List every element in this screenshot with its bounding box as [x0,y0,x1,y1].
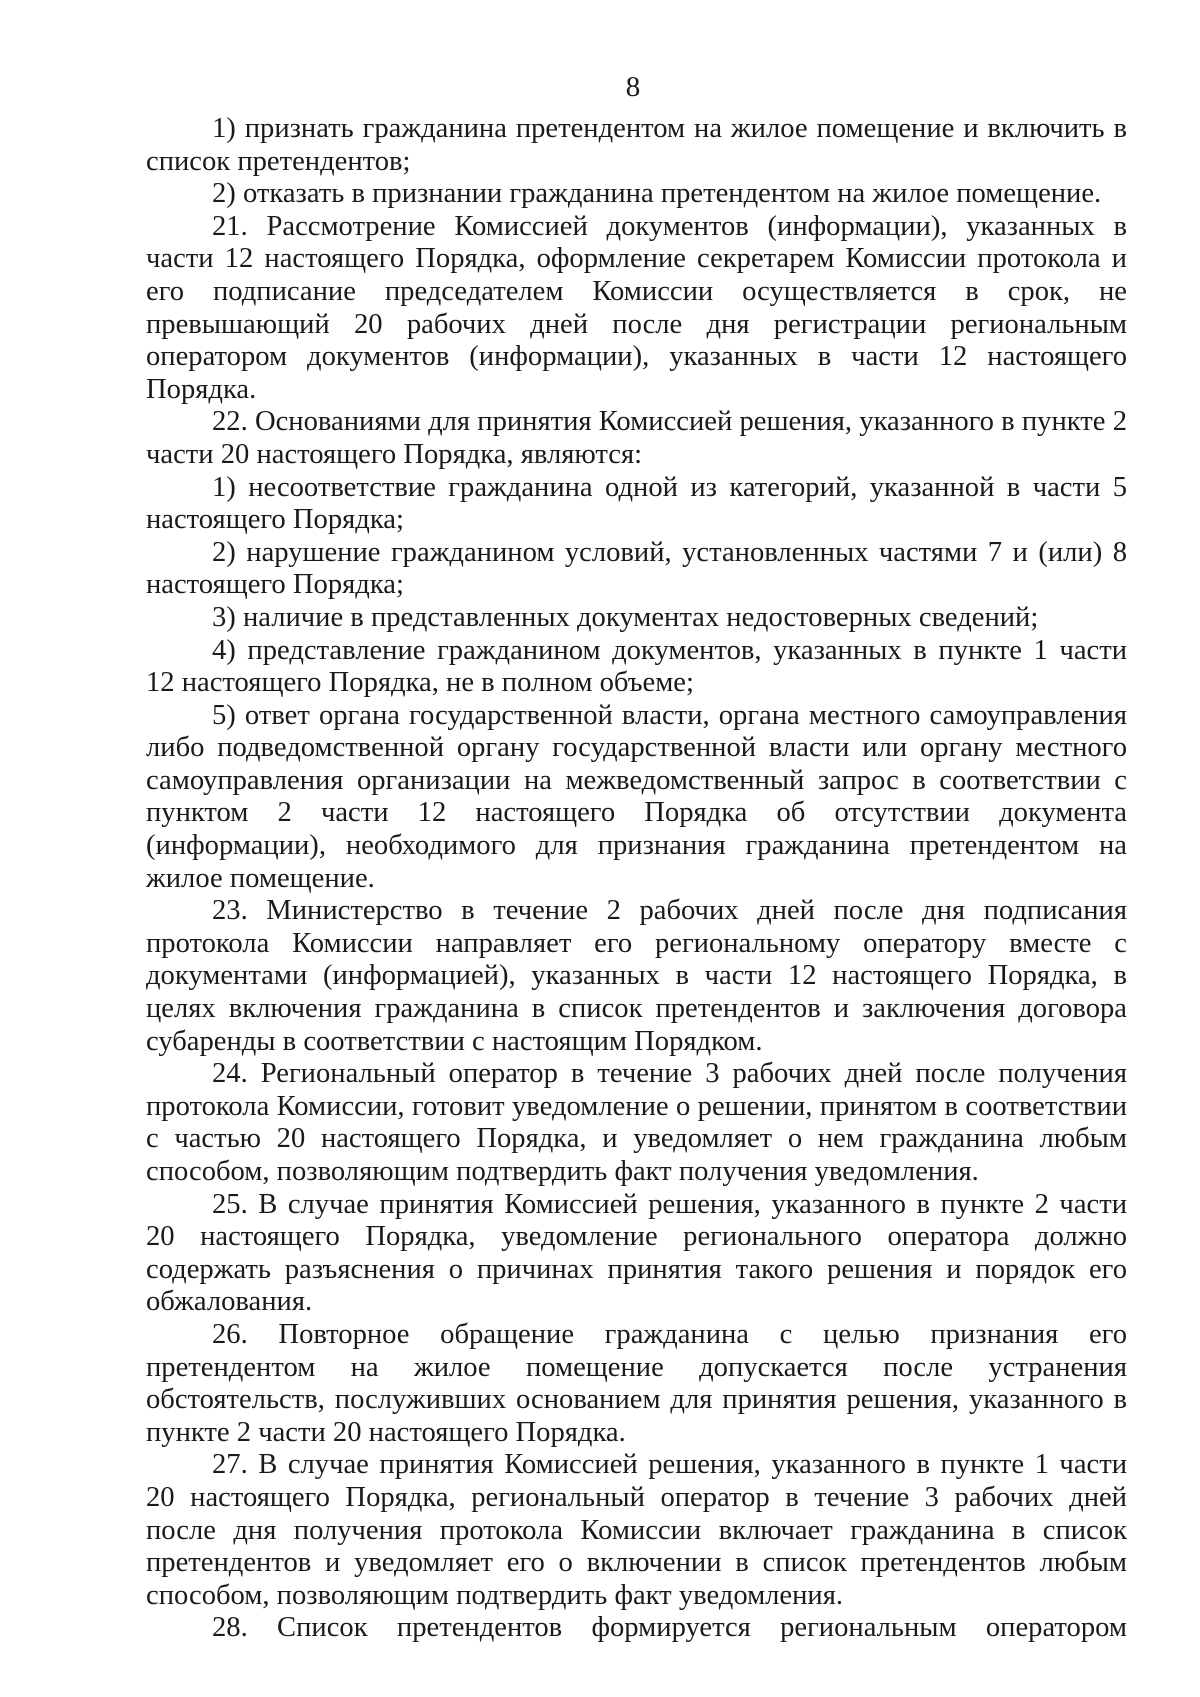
paragraph-22-item-2: 2) нарушение гражданином условий, установленных частями 7 и (или) 8 настоящего Порядка; [146,536,1127,601]
paragraph-28: 28. Список претендентов формируется региональным оператором [212,1612,1127,1644]
paragraph-item-1: 1) признать гражданина претендентом на жилое помещение и включить в список претендентов; [146,113,1127,177]
paragraph-22-item-5: 5) ответ органа государственной власти, органа местного самоуправления либо подведомственной органу государственной власти или органу местного самоуправления организации на межведомственный запрос в соответствии с пунктом 2 части 12 настоящего Порядка об отсутствии документа (информации), необходимого для признания гражданина претендентом на жилое помещение. [146,699,1127,894]
paragraph-26: 26. Повторное обращение гражданина с целью признания его претендентом на жилое помещение допускается после устранения обстоятельств, послуживших основанием для принятия решения, указанного в пункте 2 части 20 настоящего Порядка. [146,1318,1127,1448]
paragraph-item-2: 2) отказать в признании гражданина претендентом на жилое помещение. [212,178,1102,210]
paragraph-25: 25. В случае принятия Комиссией решения, указанного в пункте 2 части 20 настоящего Порядка, уведомление регионального оператора должно содержать разъяснения о причинах принятия такого решения и порядок его обжалования. [146,1188,1127,1318]
paragraph-22-item-3: 3) наличие в представленных документах недостоверных сведений; [212,601,1039,633]
paragraph-24: 24. Региональный оператор в течение 3 рабочих дней после получения протокола Комиссии, готовит уведомление о решении, принятом в соответствии с частью 20 настоящего Порядка, и уведомляет о нем гражданина любым способом, позволяющим подтвердить факт получения уведомления. [146,1058,1127,1187]
document-body [146,113,1127,1645]
page-number: 8 [625,71,641,103]
paragraph-22-item-4: 4) представление гражданином документов, указанных в пункте 1 части 12 настоящего Порядка, не в полном объеме; [146,634,1127,699]
paragraph-27: 27. В случае принятия Комиссией решения, указанного в пункте 1 части 20 настоящего Порядка, региональный оператор в течение 3 рабочих дней после дня получения протокола Комиссии включает гражданина в список претендентов и уведомляет его о включении в список претендентов любым способом, позволяющим подтвердить факт уведомления. [146,1449,1127,1611]
paragraph-22-item-1: 1) несоответствие гражданина одной из категорий, указанной в части 5 настоящего Порядка; [146,471,1127,536]
paragraph-21: 21. Рассмотрение Комиссией документов (информации), указанных в части 12 настоящего Порядка, оформление секретарем Комиссии протокола и его подписание председателем Комиссии осуществляется в срок, не превышающий 20 рабочих дней после дня регистрации региональным оператором документов (информации), указанных в части 12 настоящего Порядка. [146,210,1127,405]
paragraph-23: 23. Министерство в течение 2 рабочих дней после дня подписания протокола Комиссии направляет его региональному оператору вместе с документами (информацией), указанных в части 12 настоящего Порядка, в целях включения гражданина в список претендентов и заключения договора субаренды в соответствии с настоящим Порядком. [146,895,1127,1057]
paragraph-22: 22. Основаниями для принятия Комиссией решения, указанного в пункте 2 части 20 настоящего Порядка, являются: [146,406,1127,470]
